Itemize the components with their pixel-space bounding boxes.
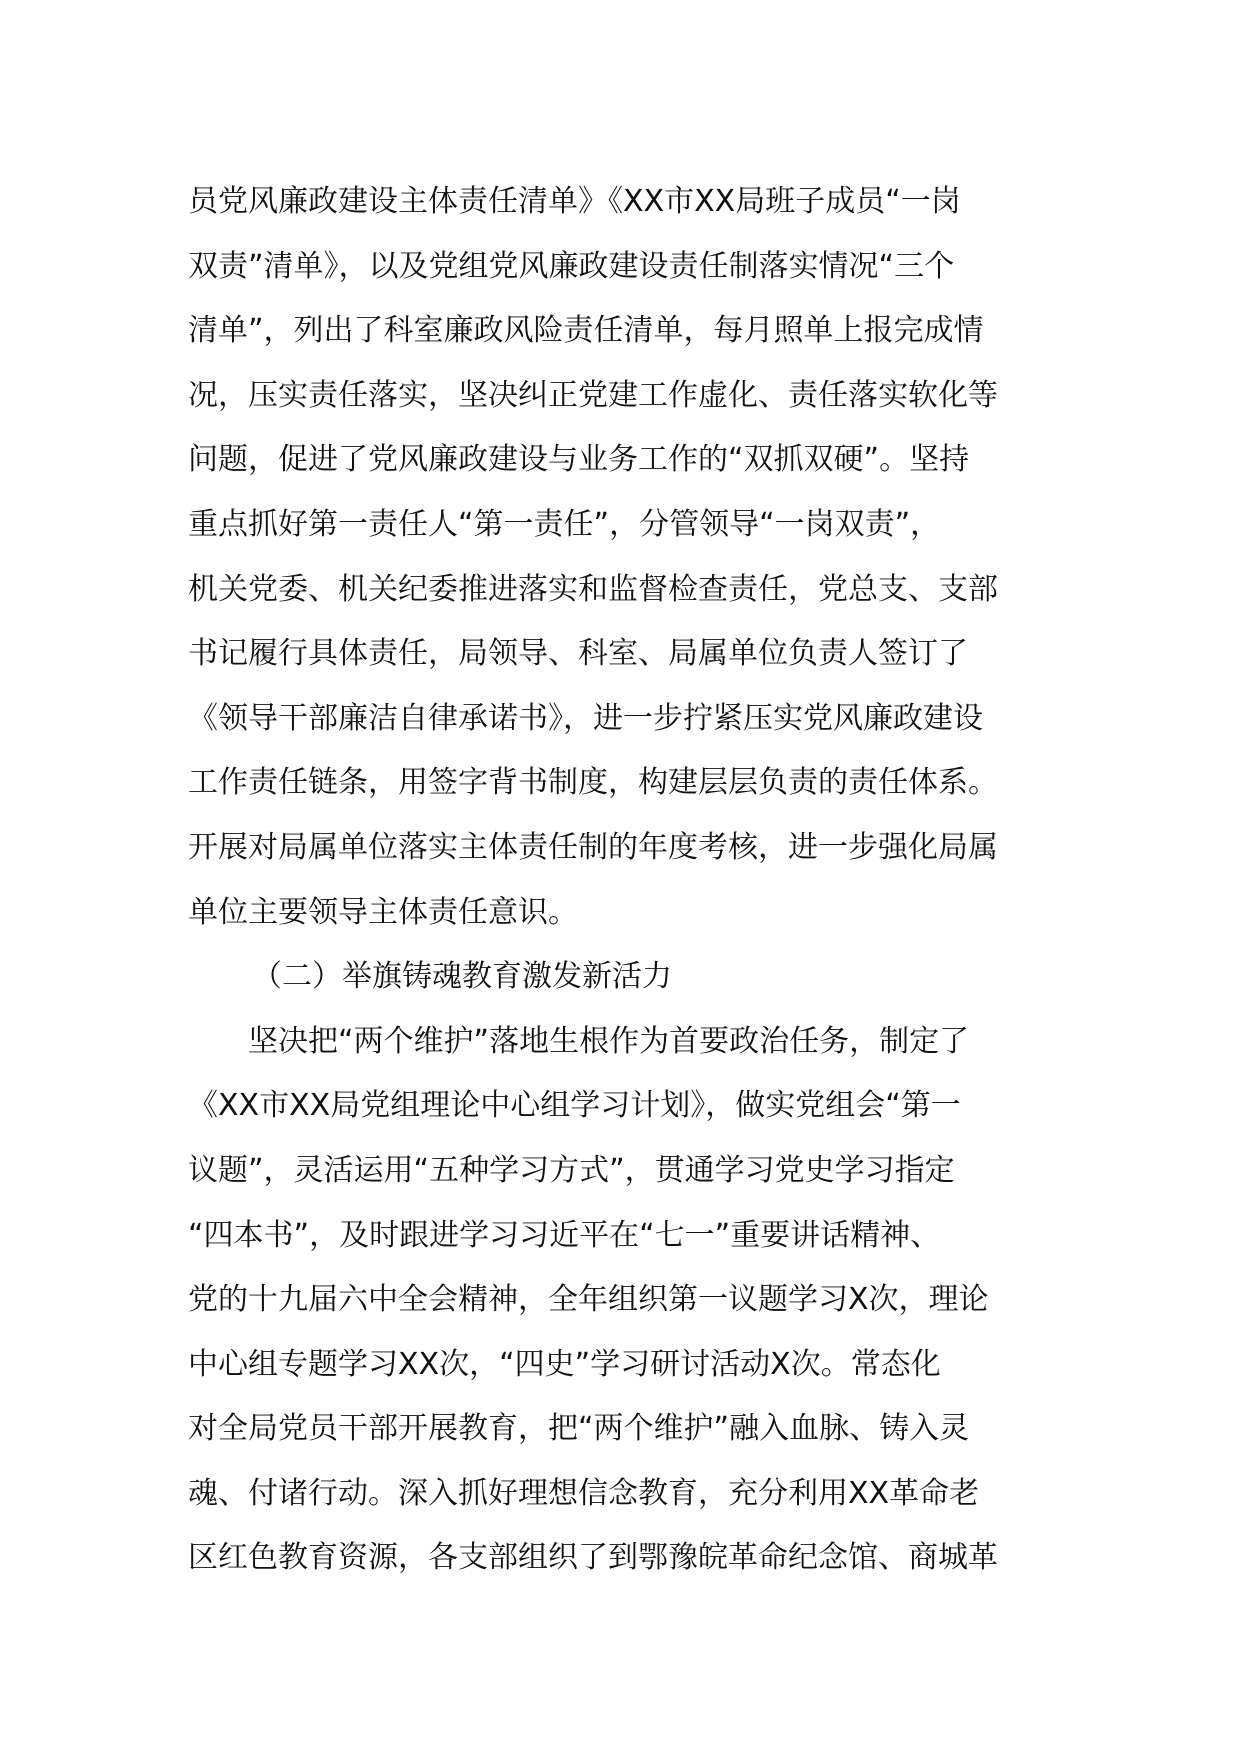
paragraph-line: 重点抓好第一责任人“第一责任”，分管领导“一岗双责”， xyxy=(188,506,941,542)
paragraph-line: 问题，促进了党风廉政建设与业务工作的“双抓双硬”。坚持 xyxy=(188,442,970,478)
paragraph-line: 党的十九届六中全会精神，全年组织第一议题学习X次，理论 xyxy=(188,1282,989,1318)
document-body xyxy=(188,170,1058,1591)
paragraph-line: 书记履行具体责任，局领导、科室、局属单位负责人签订了 xyxy=(188,636,968,672)
paragraph-line: 魂、付诸行动。深入抓好理想信念教育，充分利用XX革命老 xyxy=(188,1475,980,1511)
paragraph-line: 开展对局属单位落实主体责任制的年度考核，进一步强化局属 xyxy=(188,829,998,865)
paragraph-line: 区红色教育资源，各支部组织了到鄂豫皖革命纪念馆、商城革 xyxy=(188,1540,998,1576)
paragraph-line: 单位主要领导主体责任意识。 xyxy=(188,894,578,930)
paragraph-line: “四本书”，及时跟进学习习近平在“七一”重要讲话精神、 xyxy=(188,1217,941,1253)
paragraph-line: 工作责任链条，用签字背书制度，构建层层负责的责任体系。 xyxy=(188,765,998,801)
paragraph-line: 清单”，列出了科室廉政风险责任清单，每月照单上报完成情 xyxy=(188,313,984,349)
paragraph-line: 况，压实责任落实，坚决纠正党建工作虚化、责任落实软化等 xyxy=(188,377,998,413)
paragraph-line: 议题”，灵活运用“五种学习方式”，贯通学习党史学习指定 xyxy=(188,1152,955,1188)
paragraph-line: 员党风廉政建设主体责任清单》《XX市XX局班子成员“一岗 xyxy=(188,184,961,219)
paragraph-line: 机关党委、机关纪委推进落实和监督检查责任，党总支、支部 xyxy=(188,571,998,607)
paragraph-line: 中心组专题学习XX次，“四史”学习研讨活动X次。常态化 xyxy=(188,1346,941,1382)
paragraph-line: 对全局党员干部开展教育，把“两个维护”融入血脉、铸入灵 xyxy=(188,1411,970,1447)
paragraph-line: 双责”清单》，以及党组党风廉政建设责任制落实情况“三个 xyxy=(188,248,955,284)
paragraph-line: 《领导干部廉洁自律承诺书》，进一步拧紧压实党风廉政建设 xyxy=(188,700,983,736)
paragraph-line: 《XX市XX局党组理论中心组学习计划》，做实党组会“第一 xyxy=(188,1088,961,1124)
section-heading: （二）举旗铸魂教育激发新活力 xyxy=(252,959,672,995)
paragraph-line: 坚决把“两个维护”落地生根作为首要政治任务，制定了 xyxy=(248,1023,970,1059)
